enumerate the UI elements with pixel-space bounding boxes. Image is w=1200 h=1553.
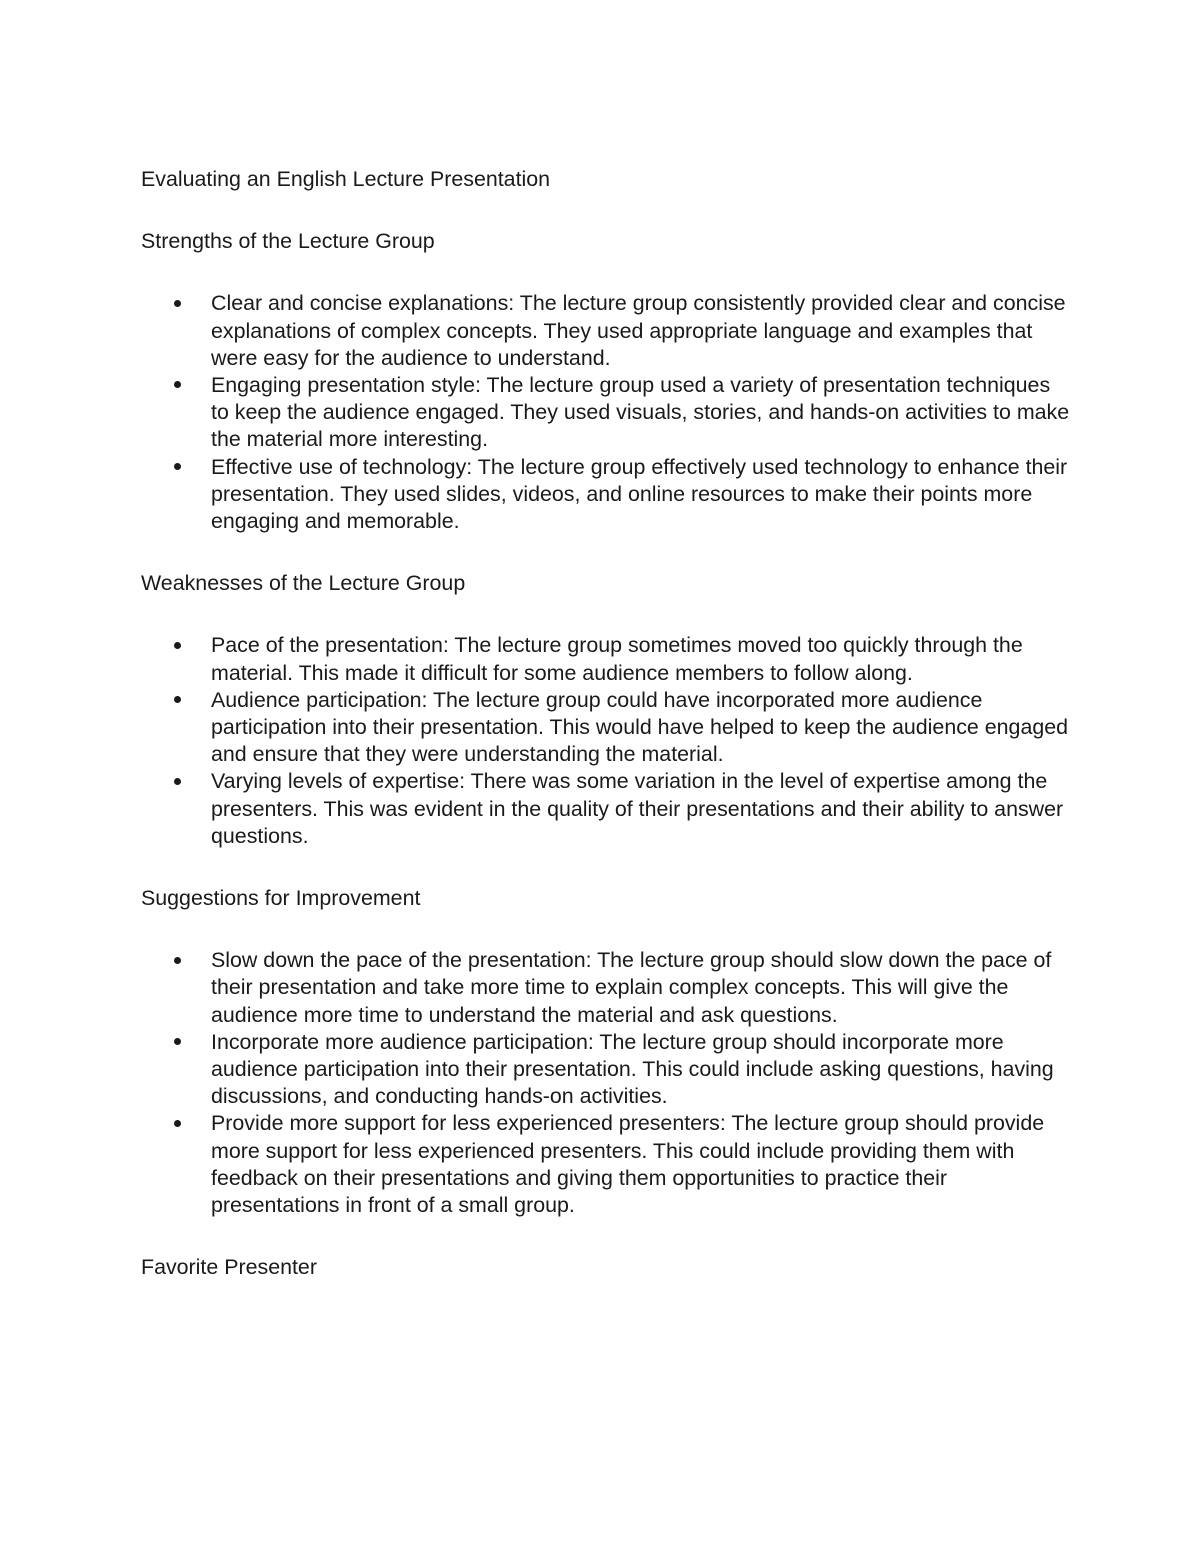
- list-item: [141, 687, 1071, 769]
- bullet-icon: [174, 290, 194, 317]
- list-item-text: Effective use of technology: The lecture group effectively used technology to enhance their presentation. They used slides, videos, and online resources to make their points more engaging and memorable.: [211, 454, 1068, 534]
- bullet-icon: [174, 1110, 194, 1137]
- list-item-text: Audience participation: The lecture group could have incorporated more audience participation into their presentation. This would have helped to keep the audience engaged and ensure that they were understanding the material.: [211, 687, 1069, 767]
- list-item: [141, 1029, 1071, 1111]
- list-item: [141, 632, 1071, 686]
- strengths-list: [141, 290, 1071, 535]
- bullet-icon: [174, 687, 194, 714]
- list-item-text: Incorporate more audience participation: The lecture group should incorporate more audience participation into their presentation. This could include asking questions, having discussions, and conducting hands-on activities.: [211, 1029, 1054, 1109]
- section-heading-suggestions: Suggestions for Improvement: [141, 886, 421, 911]
- list-item-text: Varying levels of expertise: There was some variation in the level of expertise among the presenters. This was evident in the quality of their presentations and their ability to answer questions.: [211, 769, 1064, 848]
- bullet-icon: [174, 454, 194, 481]
- list-item-text: Slow down the pace of the presentation: The lecture group should slow down the pace of their presentation and take more time to explain complex concepts. This will give the audience more time to understand the material and ask questions.: [211, 948, 1052, 1027]
- section-heading-weaknesses: Weaknesses of the Lecture Group: [141, 571, 466, 596]
- list-item: [141, 372, 1071, 454]
- list-item: [141, 947, 1071, 1029]
- section-heading-favorite-presenter: Favorite Presenter: [141, 1255, 317, 1280]
- list-item-text: Pace of the presentation: The lecture group sometimes moved too quickly through the material. This made it difficult for some audience members to follow along.: [211, 633, 1023, 685]
- bullet-icon: [174, 947, 194, 974]
- document-title: Evaluating an English Lecture Presentation: [141, 167, 551, 191]
- list-item: [141, 768, 1071, 850]
- bullet-icon: [174, 632, 194, 659]
- list-item-text: Provide more support for less experienced presenters: The lecture group should provide more support for less experienced presenters. This could include providing them with feedback on their presentations and giving them opportunities to practice their presentations in front of a small group.: [211, 1111, 1045, 1218]
- list-item: [141, 454, 1071, 536]
- bullet-icon: [174, 1029, 194, 1056]
- bullet-icon: [174, 372, 194, 399]
- weaknesses-list: [141, 632, 1071, 850]
- bullet-icon: [174, 768, 194, 795]
- section-heading-strengths: Strengths of the Lecture Group: [141, 229, 435, 254]
- list-item-text: Engaging presentation style: The lecture group used a variety of presentation techniques to keep the audience engaged. They used visuals, stories, and hands-on activities to make the material more interesting.: [211, 373, 1070, 452]
- list-item: [141, 1110, 1071, 1219]
- document-body: [141, 166, 1071, 1317]
- list-item-text: Clear and concise explanations: The lecture group consistently provided clear and concise explanations of complex concepts. They used appropriate language and examples that were easy for the audience to understand.: [211, 291, 1066, 370]
- suggestions-list: [141, 947, 1071, 1219]
- list-item: [141, 290, 1071, 372]
